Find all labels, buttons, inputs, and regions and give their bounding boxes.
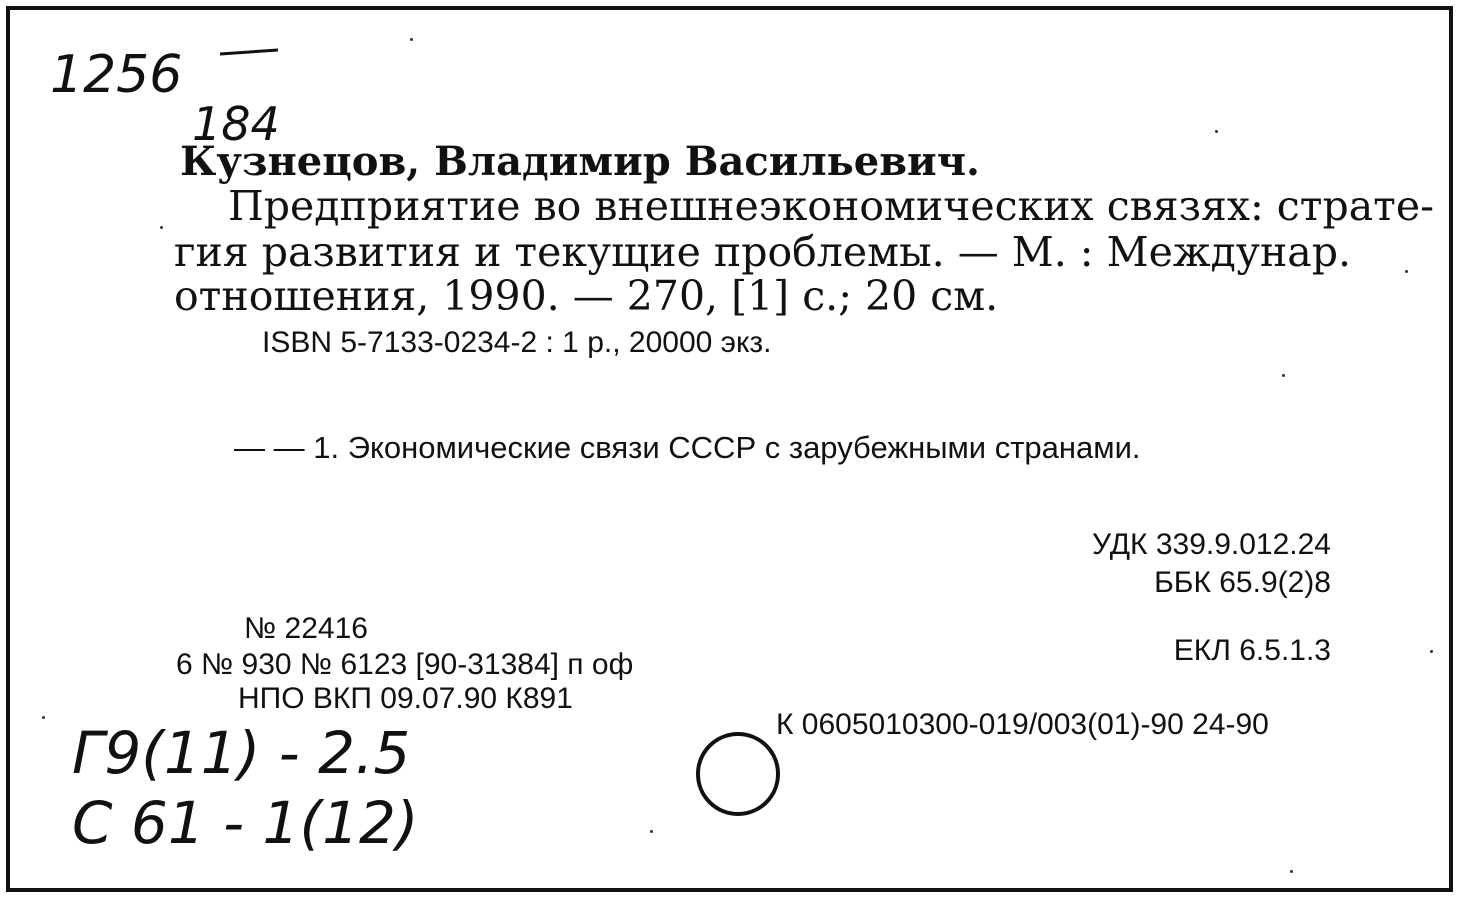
scan-speck	[1290, 870, 1293, 873]
subject-heading: — — 1. Экономические связи СССР с зарубежными странами.	[234, 430, 1141, 465]
catalog-card	[6, 6, 1453, 892]
udk-code: УДК 339.9.012.24	[1091, 528, 1331, 561]
scan-speck	[160, 226, 163, 229]
scan-speck	[650, 830, 653, 833]
handwritten-fraction: 184	[192, 97, 280, 150]
scan-speck	[1282, 374, 1285, 377]
npo-line: НПО ВКП 09.07.90 К891	[238, 682, 573, 715]
scan-speck	[1215, 130, 1218, 133]
handwritten-note-1: Г9(11) - 2.5	[72, 719, 411, 787]
print-info-line: 6 № 930 № 6123 [90-31384] п оф	[176, 648, 634, 681]
publication-code: К 0605010300-019/003(01)-90 24-90	[776, 708, 1269, 741]
scan-speck	[410, 38, 413, 41]
bbk-code: ББК 65.9(2)8	[1154, 566, 1331, 599]
scan-speck	[1430, 650, 1433, 653]
ekl-code: ЕКЛ 6.5.1.3	[1173, 634, 1331, 667]
title-line-3: отношения, 1990. — 270, [1] с.; 20 см.	[174, 272, 999, 320]
isbn-line: ISBN 5-7133-0234-2 : 1 р., 20000 экз.	[262, 326, 772, 359]
title-line-1: Предприятие во внешнеэкономических связях: страте-	[228, 182, 1434, 230]
scan-speck	[42, 716, 45, 719]
card-number: № 22416	[244, 612, 368, 645]
scan-speck	[1405, 270, 1408, 273]
author-heading: Кузнецов, Владимир Васильевич.	[180, 138, 980, 185]
handwritten-shelf-mark	[40, 40, 320, 150]
title-line-2: гия развития и текущие проблемы. — М. : Междунар.	[174, 228, 1352, 276]
handwritten-note-2: С 61 - 1(12)	[72, 789, 419, 857]
circle-mark-icon	[696, 732, 780, 816]
handwritten-number: 1256	[50, 45, 183, 105]
